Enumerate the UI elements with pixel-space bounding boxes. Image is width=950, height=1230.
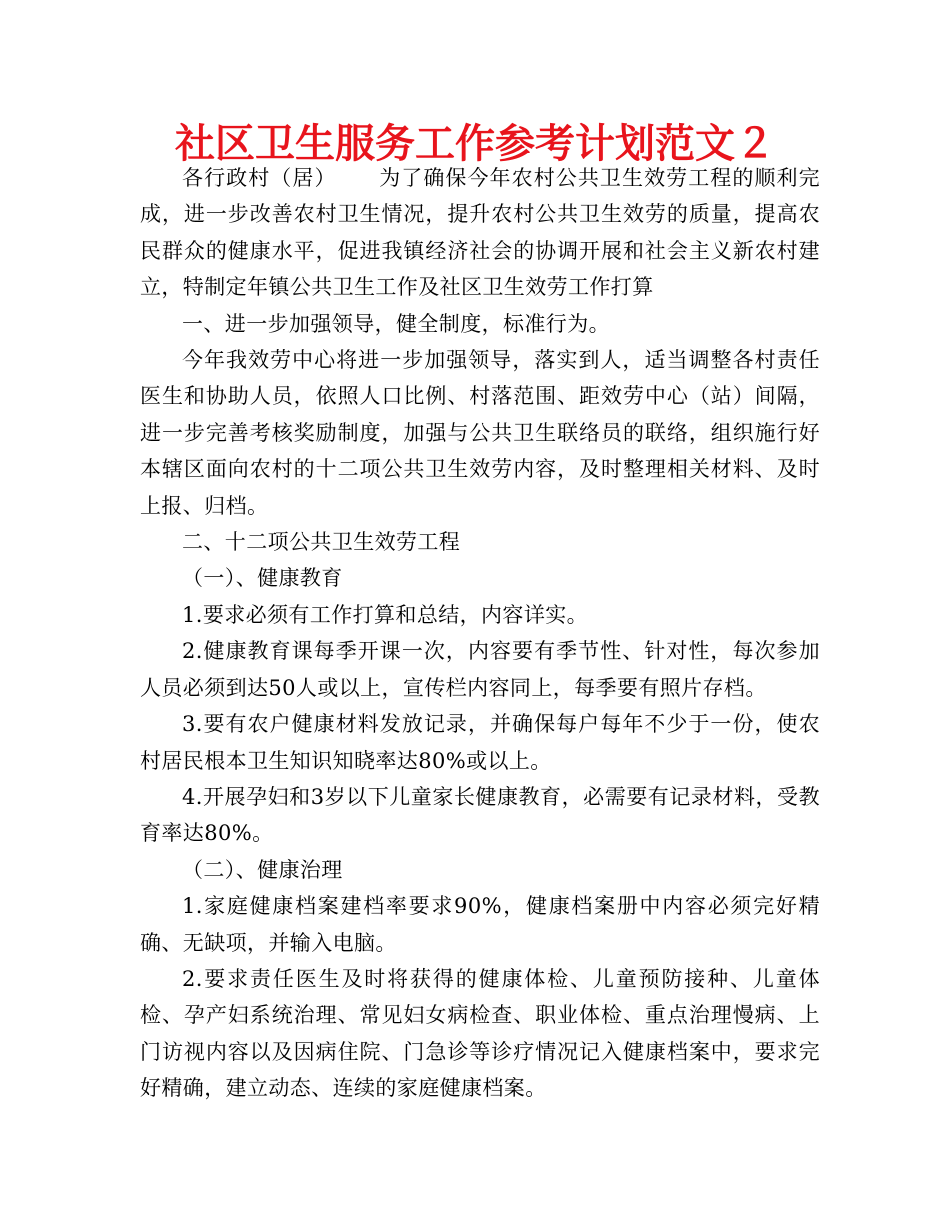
opening-paragraph — [140, 160, 820, 306]
section-heading-2: 二、十二项公共卫生效劳工程 — [182, 530, 461, 555]
list-item: 1.要求必须有工作打算和总结，内容详实。 — [182, 602, 589, 627]
addressee: 各行政村（居） — [182, 166, 337, 190]
list-item: 2.健康教育课每季开课一次，内容要有季节性、针对性，每次参加人员必须到达50人或以上，宣传栏内容同上，每季要有照片存档。 — [140, 639, 820, 700]
paragraph: 今年我效劳中心将进一步加强领导，落实到人，适当调整各村责任医生和协助人员，依照人口比例、村落范围、距效劳中心（站）间隔，进一步完善考核奖励制度，加强与公共卫生联络员的联络，组织施行好本辖区面向农村的十二项公共卫生效劳内容，及时整理相关材料、及时上报、归档。 — [140, 348, 820, 518]
list-item: 1.家庭健康档案建档率要求90%，健康档案册中内容必须完好精确、无缺项，并输入电脑。 — [140, 894, 820, 955]
subsection-heading-2: （二）、健康治理 — [182, 857, 343, 882]
document-body — [140, 160, 820, 1107]
list-item: 4.开展孕妇和3岁以下儿童家长健康教育，必需要有记录材料，受教育率达80%。 — [140, 784, 820, 846]
subsection-heading-1: （一）、健康教育 — [182, 566, 343, 591]
section-heading-1: 一、进一步加强领导，健全制度，标准行为。 — [182, 311, 610, 336]
document-title: 社区卫生服务工作参考计划范文２ — [175, 121, 775, 167]
opening-text: 为了确保今年农村公共卫生效劳工程的顺利完成，进一步改善农村卫生情况，提升农村公共卫生效劳的质量，提高农民群众的健康水平，促进我镇经济社会的协调开展和社会主义新农村建立，特制定年镇公共卫生工作及社区卫生效劳工作打算 — [140, 166, 820, 300]
list-item: 3.要有农户健康材料发放记录，并确保每户每年不少于一份，使农村居民根本卫生知识知晓率达80%或以上。 — [140, 712, 820, 773]
list-item: 2.要求责任医生及时将获得的健康体检、儿童预防接种、儿童体检、孕产妇系统治理、常见妇女病检查、职业体检、重点治理慢病、上门访视内容以及因病住院、门急诊等诊疗情况记入健康档案中，要求完好精确，建立动态、连续的家庭健康档案。 — [140, 966, 820, 1101]
